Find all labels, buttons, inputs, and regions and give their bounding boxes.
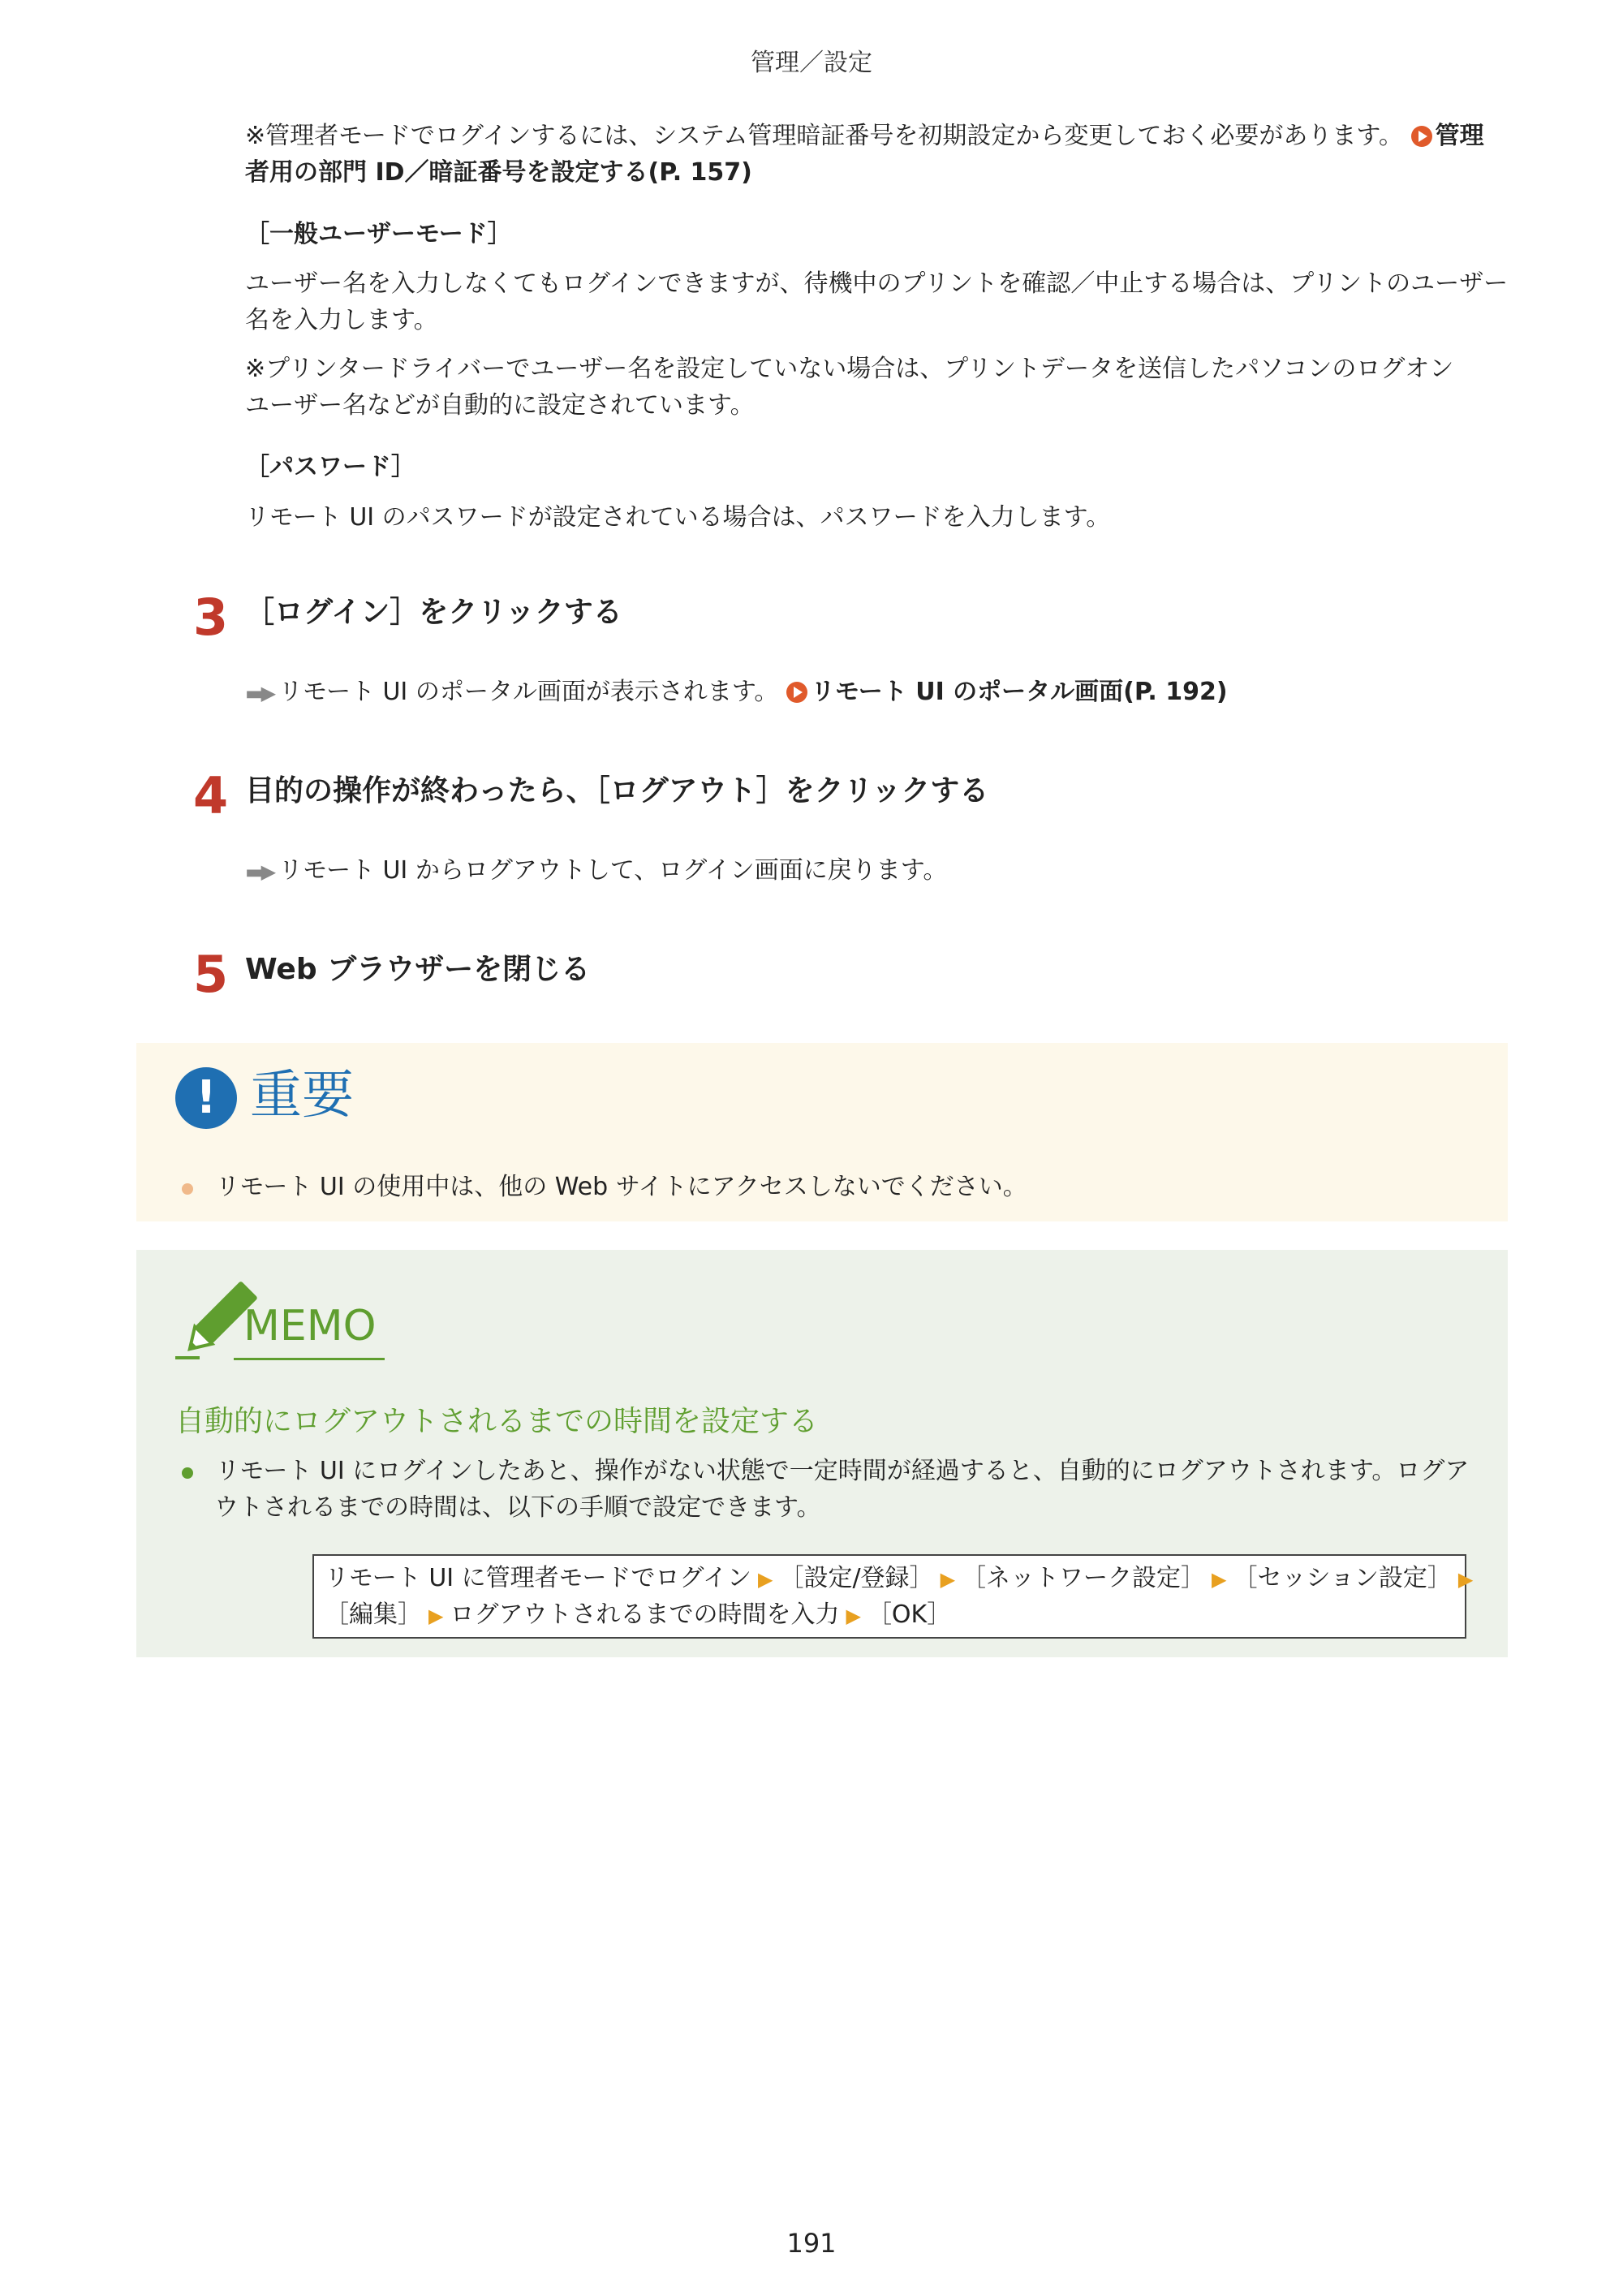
result-arrow-icon: ▬▶ — [245, 860, 274, 883]
step-3-number: 3 — [193, 588, 229, 647]
exclamation-icon: ! — [175, 1067, 237, 1129]
procedure-line2 — [325, 1596, 951, 1635]
general-user-para1-line2: 名を入力します。 — [245, 306, 438, 334]
step-4-result — [245, 852, 947, 890]
memo-underline — [234, 1358, 385, 1360]
bullet-icon — [182, 1183, 193, 1195]
proc-step-ok: ［OK］ — [867, 1600, 952, 1629]
general-user-heading: ［一般ユーザーモード］ — [245, 220, 512, 248]
proc-step-login: リモート UI に管理者モードでログイン — [325, 1564, 751, 1592]
bullet-icon — [182, 1467, 193, 1479]
proc-step-edit: ［編集］ — [325, 1600, 422, 1629]
admin-link-part1[interactable]: 管理 — [1435, 122, 1484, 150]
memo-heading: 自動的にログアウトされるまでの時間を設定する — [175, 1405, 819, 1438]
step-5-number: 5 — [193, 945, 229, 1004]
proc-step-input-time: ログアウトされるまでの時間を入力 — [450, 1600, 840, 1629]
password-heading: ［パスワード］ — [245, 453, 415, 481]
link-arrow-icon — [786, 682, 807, 703]
general-user-para2-line2: ユーザー名などが自動的に設定されています。 — [245, 391, 755, 420]
triangle-arrow-icon: ▶ — [428, 1605, 444, 1627]
memo-item-text1: リモート UI にログインしたあと、操作がない状態で一定時間が経過すると、自動的にログアウトされます。ログア — [215, 1457, 1470, 1485]
result-arrow-icon: ▬▶ — [245, 682, 274, 704]
triangle-arrow-icon: ▶ — [940, 1568, 956, 1591]
triangle-arrow-icon: ▶ — [1457, 1568, 1474, 1591]
step-4-number: 4 — [193, 766, 229, 825]
important-item-text: リモート UI の使用中は、他の Web サイトにアクセスしないでください。 — [215, 1173, 1027, 1201]
important-item — [182, 1169, 1027, 1205]
step-3-title: ［ログイン］をクリックする — [245, 596, 622, 629]
admin-note-line1 — [245, 118, 1484, 154]
step-4-result-text: リモート UI からログアウトして、ログイン画面に戻ります。 — [278, 856, 948, 885]
step-3-result-text: リモート UI のポータル画面が表示されます。 — [278, 678, 779, 706]
proc-step-session: ［セッション設定］ — [1233, 1564, 1452, 1592]
page-number: 191 — [786, 2228, 837, 2259]
admin-note-text: ※管理者モードでログインするには、システム管理暗証番号を初期設定から変更しておく必要があります。 — [245, 122, 1404, 150]
memo-item-line1 — [182, 1453, 1469, 1489]
step-5-title: Web ブラウザーを閉じる — [245, 953, 591, 986]
portal-link[interactable]: リモート UI のポータル画面(P. 192) — [810, 678, 1228, 706]
password-text: リモート UI のパスワードが設定されている場合は、パスワードを入力します。 — [245, 503, 1111, 532]
page-header: 管理／設定 — [751, 49, 872, 77]
triangle-arrow-icon: ▶ — [846, 1605, 861, 1627]
admin-link-part2[interactable]: 者用の部門 ID／暗証番号を設定する(P. 157) — [245, 158, 752, 187]
procedure-line1 — [325, 1560, 1479, 1598]
link-arrow-icon — [1411, 126, 1432, 147]
memo-item-line2: ウトされるまでの時間は、以下の手順で設定できます。 — [214, 1493, 821, 1522]
general-user-para1-line1: ユーザー名を入力しなくてもログインできますが、待機中のプリントを確認／中止する場合は、プリントのユーザー — [245, 269, 1509, 298]
step-4-title: 目的の操作が終わったら、［ログアウト］をクリックする — [245, 774, 989, 808]
proc-step-network: ［ネットワーク設定］ — [962, 1564, 1206, 1592]
step-3-result — [245, 674, 1228, 712]
triangle-arrow-icon: ▶ — [757, 1568, 773, 1591]
general-user-para2-line1: ※プリンタードライバーでユーザー名を設定していない場合は、プリントデータを送信したパソコンのログオン — [245, 355, 1454, 383]
proc-step-settings: ［設定/登録］ — [779, 1564, 934, 1592]
triangle-arrow-icon: ▶ — [1212, 1568, 1227, 1591]
memo-label: MEMO — [243, 1302, 377, 1350]
important-title: 重要 — [250, 1066, 354, 1126]
